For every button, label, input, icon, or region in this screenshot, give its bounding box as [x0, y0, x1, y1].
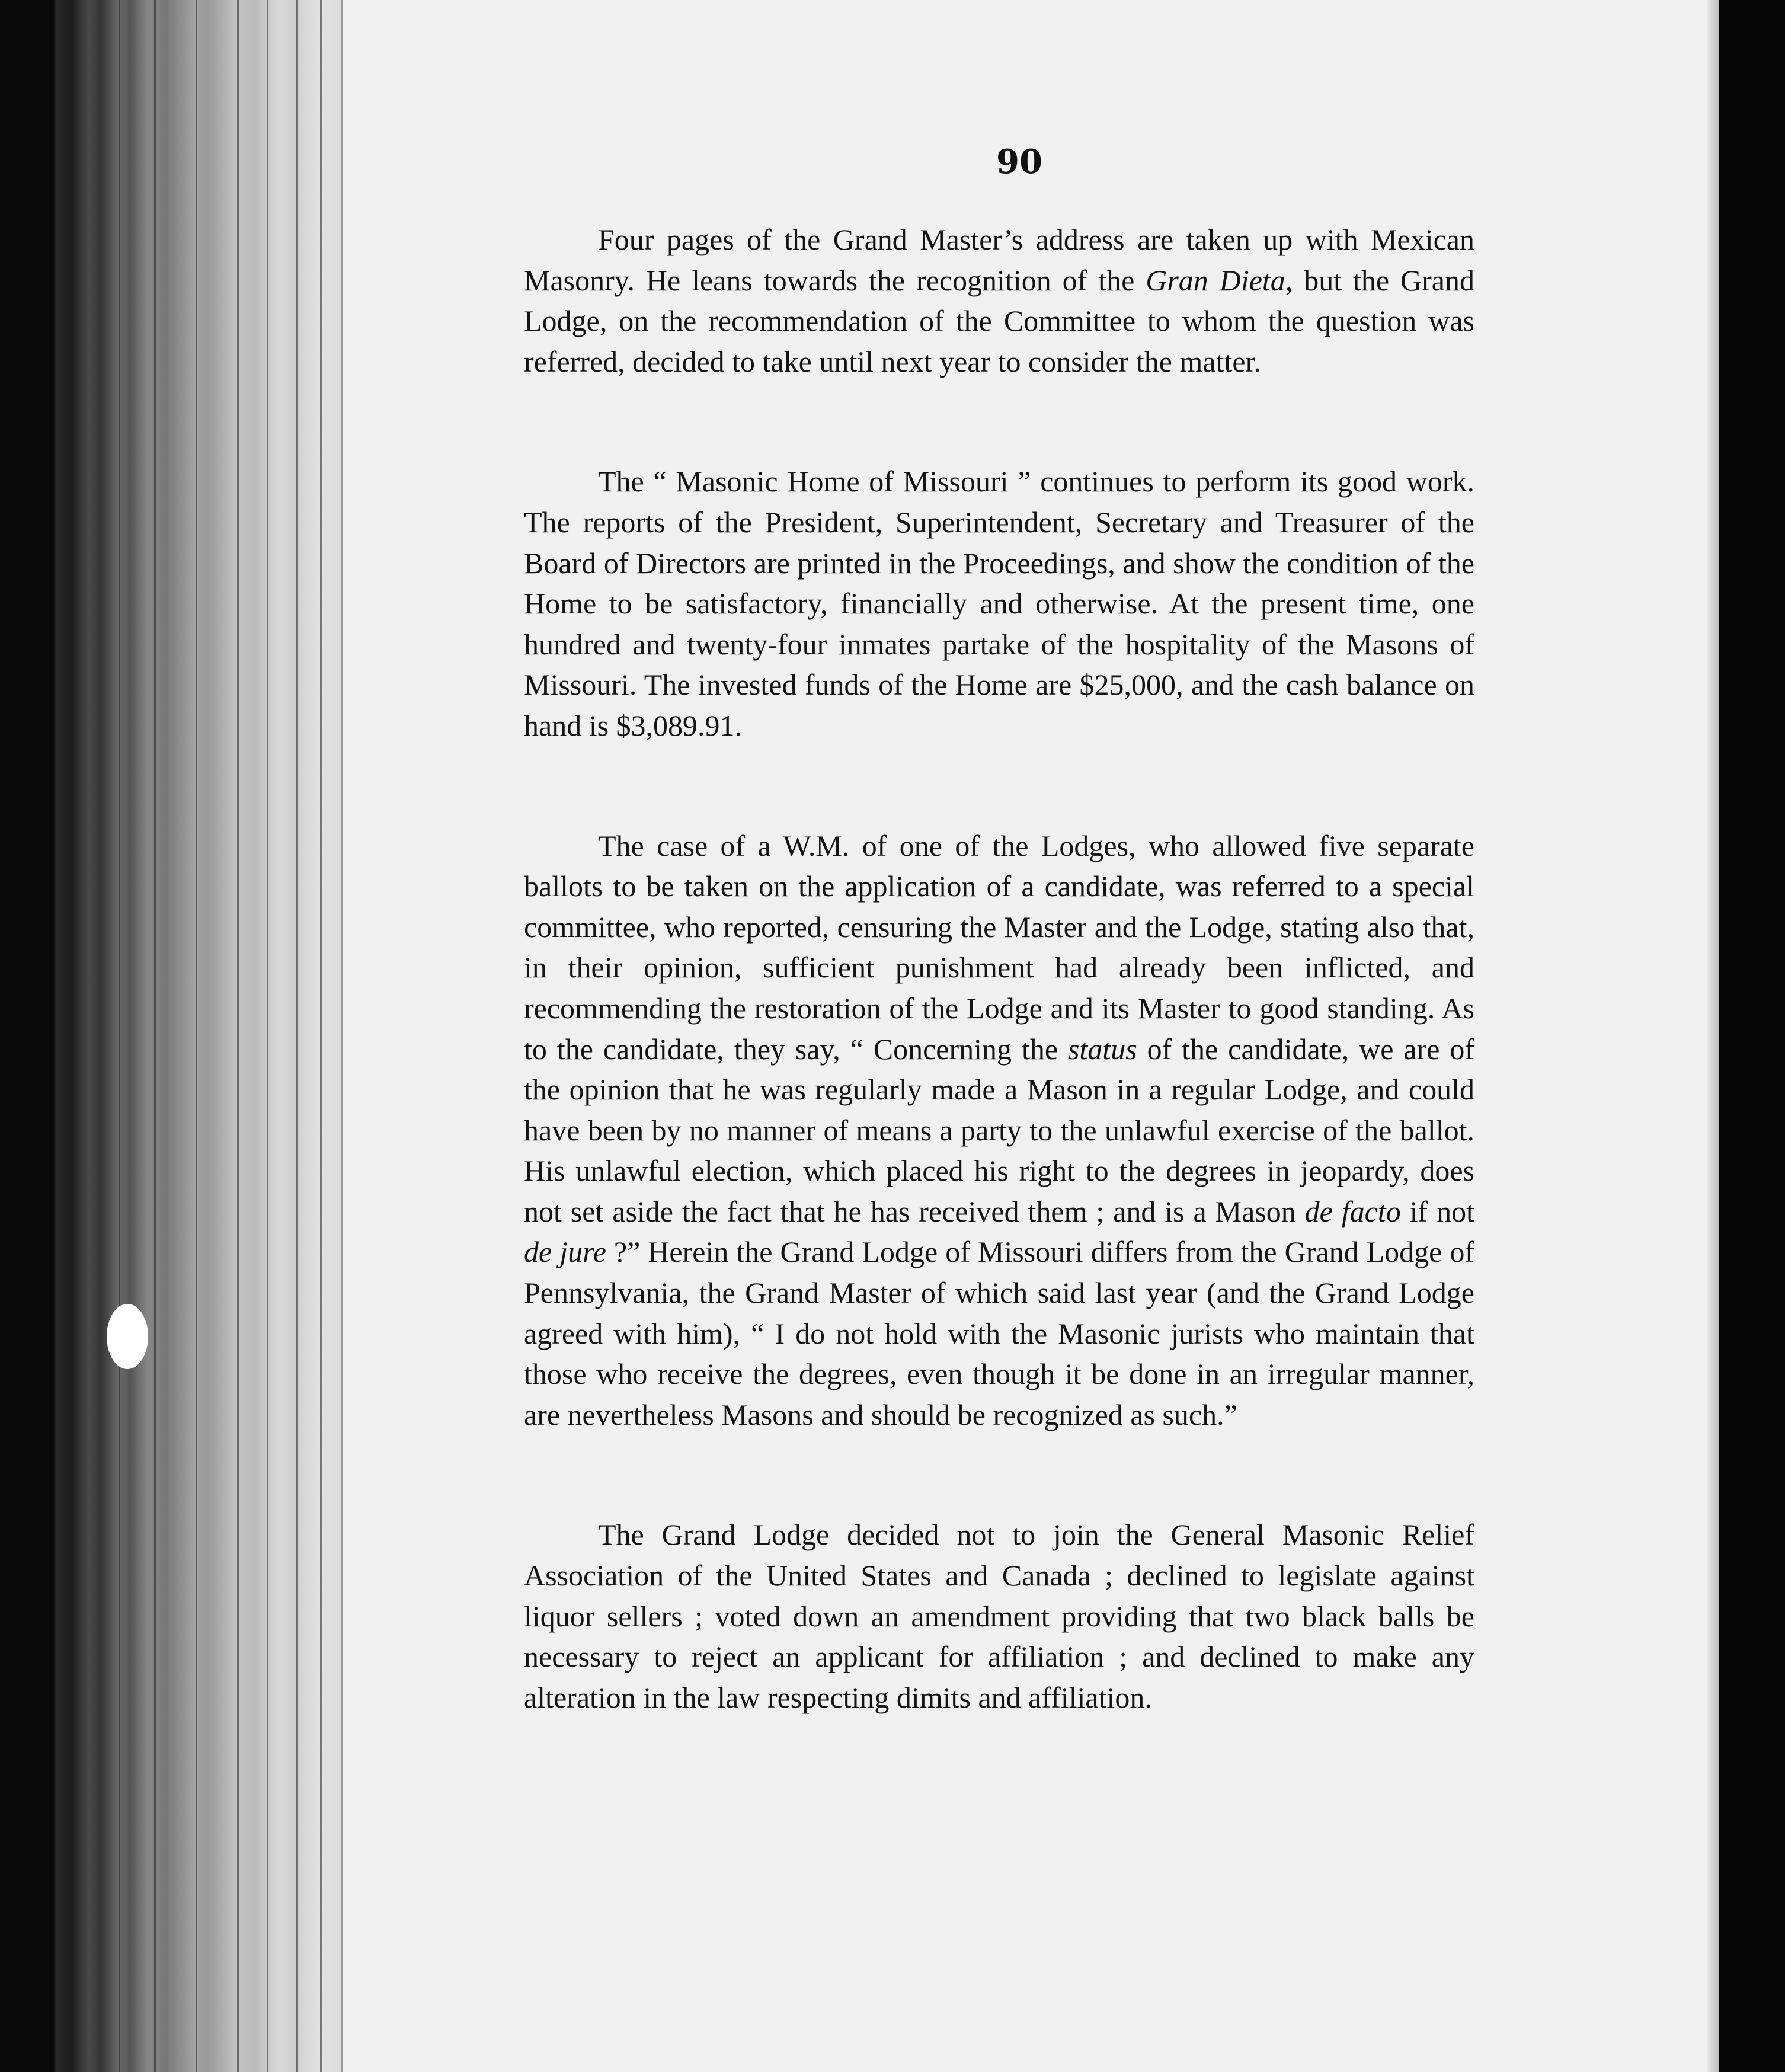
text-run: The Grand Lodge decided not to join the General Masonic Relief Association of the United States and Canada ; declined to legislate against liquor sellers ; voted down an amendment providing that two black balls be necessary to reject an applicant for affiliation ; and declined to make any alteration in the law respecting dimits and affiliation. [524, 1518, 1474, 1714]
text-run: Four pages of the Grand Master’s address are taken up with Mexican Masonry. He leans towards the recognition of the [524, 223, 1474, 297]
text-run: if not [1400, 1194, 1474, 1228]
text-run: The “ Masonic Home of Missouri ” continues to perform its good work. The reports of the President, Superintendent, Secretary and Treasurer of the Board of Directors are printed in the Proceedings, and show the condition of the Home to be satisfactory, financially and otherwise. At the present time, one hundred and twenty-four inmates partake of the hospitality of the Masons of Missouri. The invested funds of the Home are $25,000, and the cash balance on hand is $3,089.91. [524, 465, 1474, 742]
text-run: The case of a W.M. of one of the Lodges, who allowed five separate ballots to be taken on the application of a candidate, was referred to a special committee, who reported, censuring the Master and the Lodge, stating also that, in their opinion, sufficient punishment had already been inflicted, and recommending the restoration of the Lodge and its Master to good standing. As to the candidate, they say, “ Concerning the [524, 829, 1474, 1066]
paragraph [524, 219, 1474, 382]
italic-text: de facto [1304, 1194, 1401, 1228]
body-text [524, 219, 1474, 1718]
paper-damage-spot [107, 1304, 148, 1369]
text-run: ?” Herein the Grand Lodge of Missouri differs from the Grand Lodge of Pennsylvania, the Grand Master of which said last year (and the Grand Lodge agreed with him), “ I do not hold with the Masonic jurists who maintain that those who receive the degrees, even though it be done in an irregular manner, are nevertheless Masons and should be recognized as such.” [524, 1235, 1474, 1431]
italic-text: de jure [524, 1235, 606, 1269]
italic-text: Gran Dieta [1146, 263, 1285, 297]
book-page-edges [0, 0, 344, 2072]
paragraph [524, 1514, 1474, 1718]
text-run: of the candidate, we are of the opinion that he was regularly made a Mason in a regular Lodge, and could have been by no manner of means a party to the unlawful exercise of the ballot. His unlawful election, which placed his right to the degrees in jeopardy, does not set aside the fact that he has received them ; and is a Mason [524, 1032, 1474, 1228]
text-run: , but the Grand Lodge, on the recommendation of the Committee to whom the question was referred, decided to take until next year to consider the matter. [524, 263, 1474, 378]
scan-right-border [1719, 0, 1785, 2072]
paragraph [524, 461, 1474, 746]
italic-text: status [1067, 1032, 1137, 1066]
page-number: 90 [996, 142, 1042, 181]
paragraph [524, 826, 1474, 1435]
